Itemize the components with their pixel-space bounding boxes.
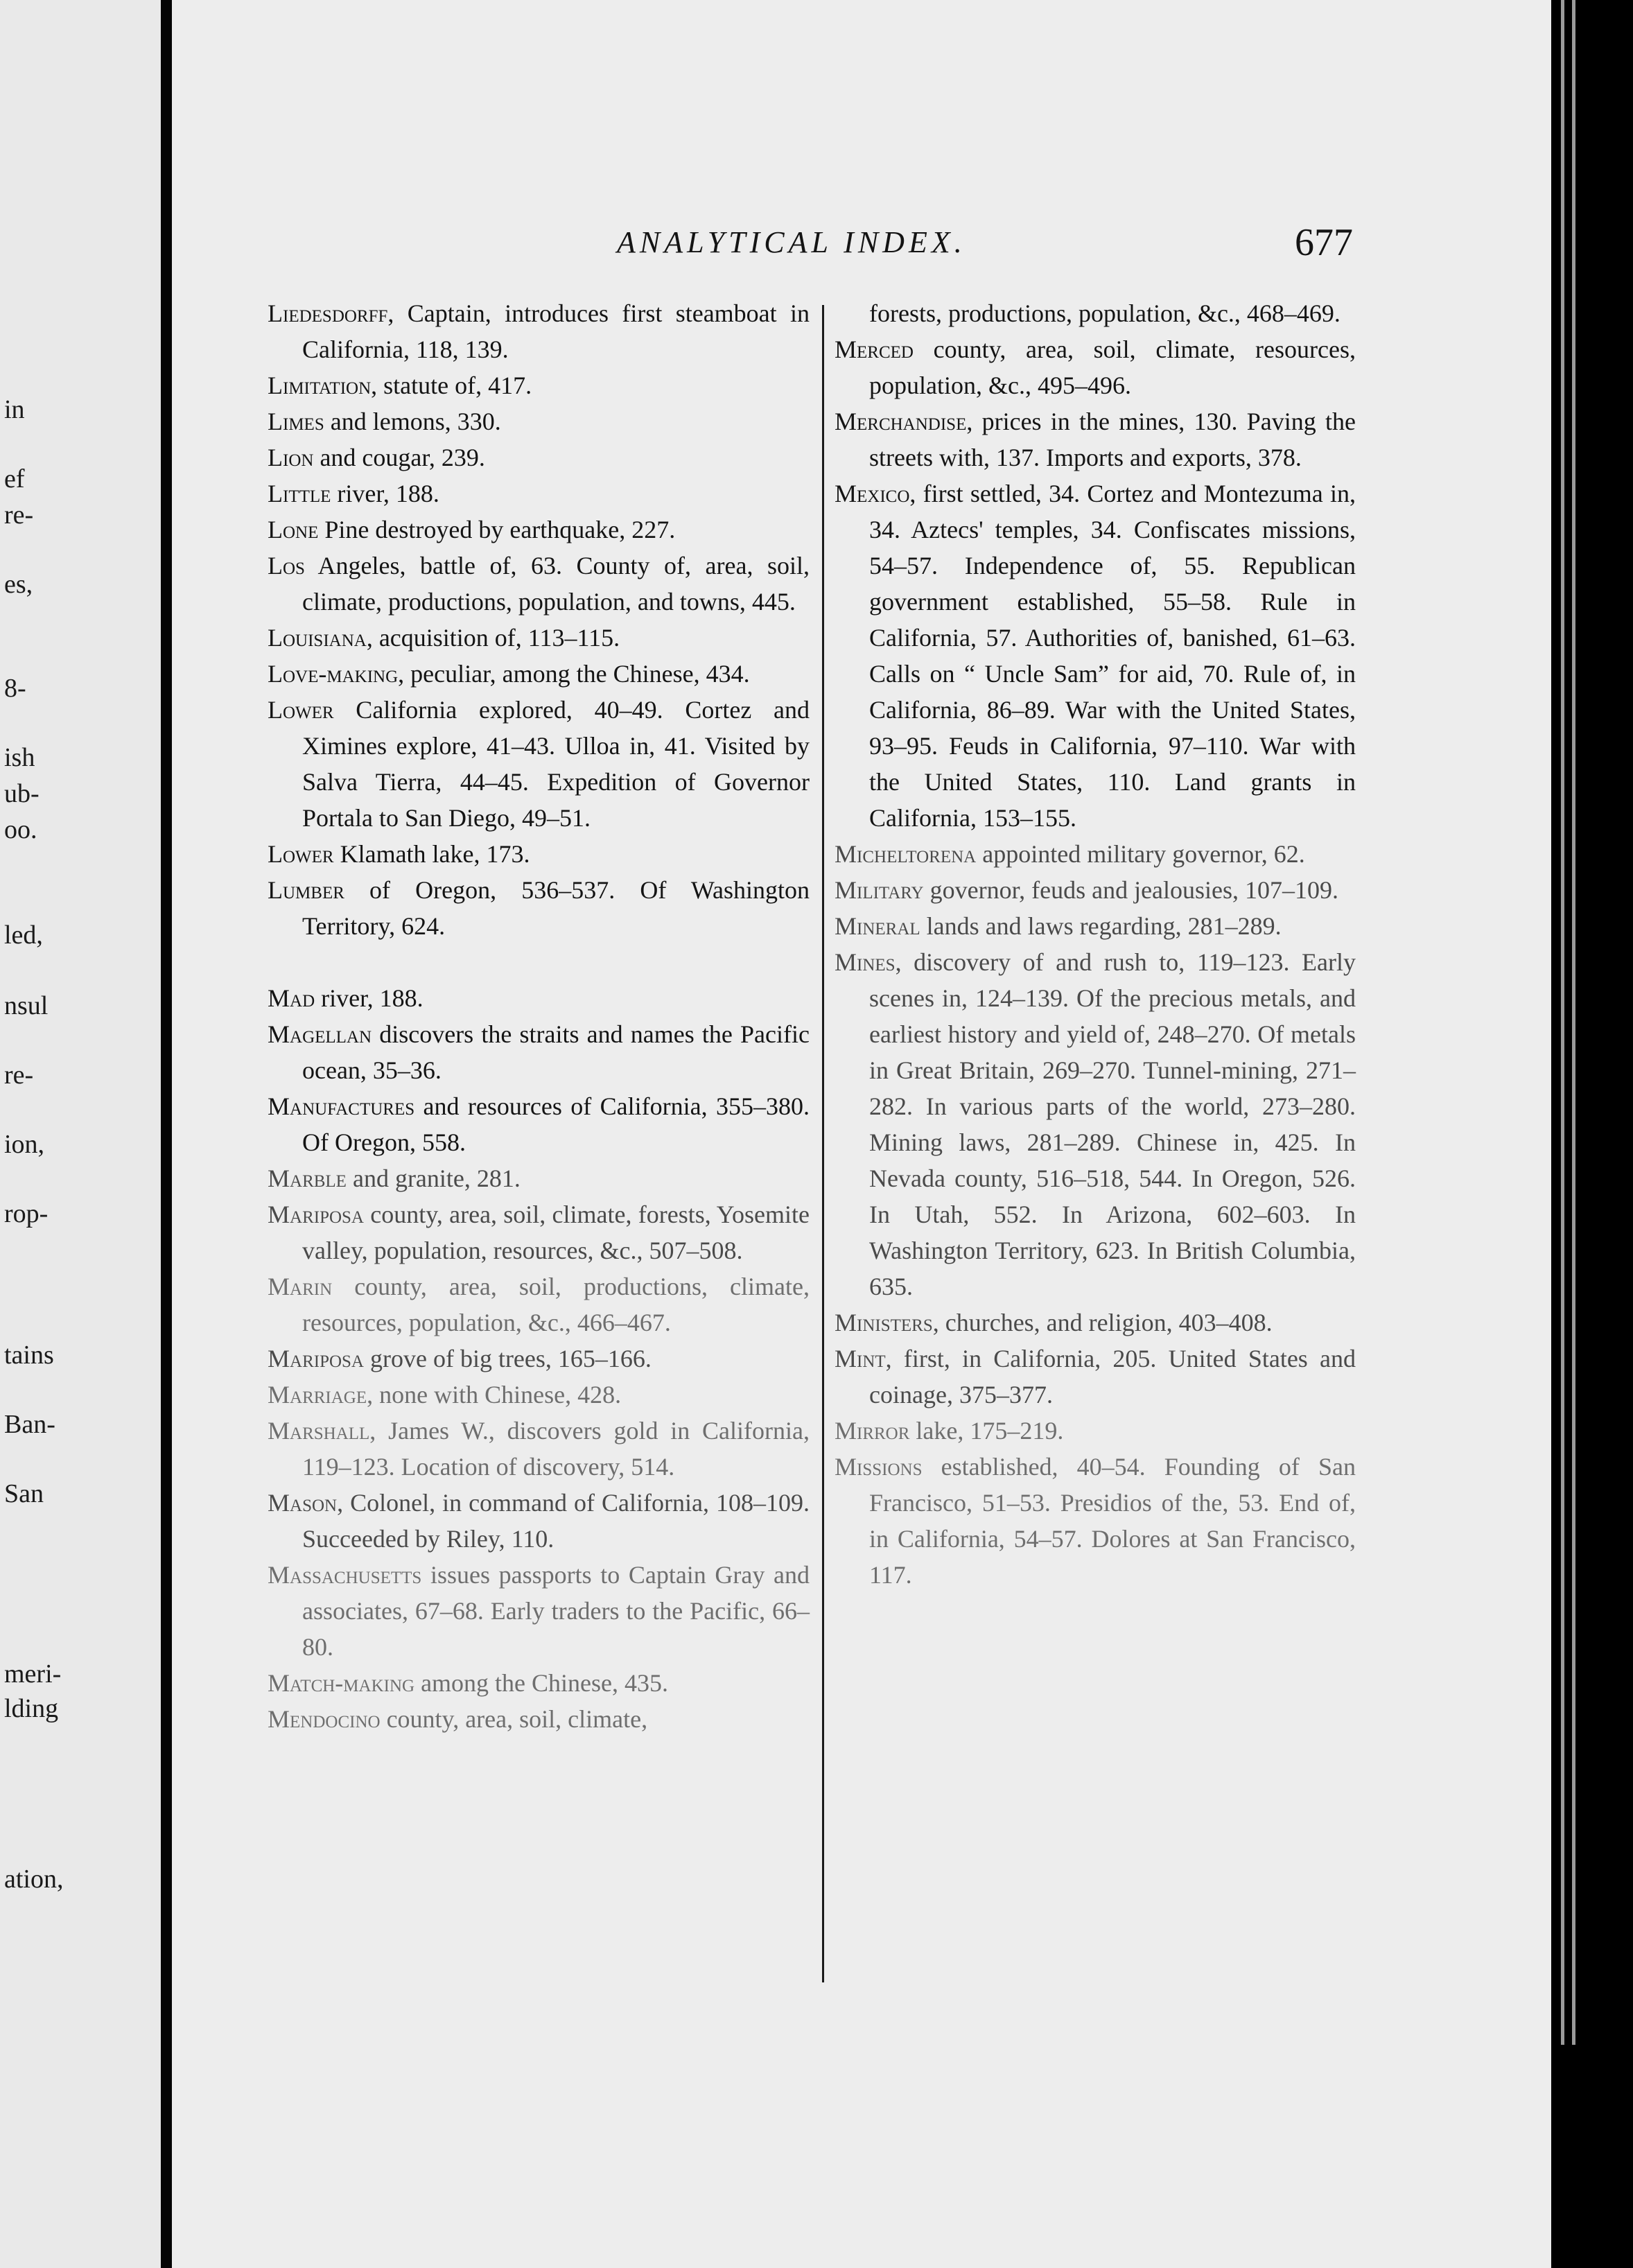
facing-page-fragment: nsul [4, 991, 49, 1020]
index-column-right [835, 295, 1356, 1593]
entry-headword: Limitation [268, 372, 372, 399]
entry-text: and lemons, 330. [324, 408, 501, 435]
index-entry [268, 403, 810, 439]
entry-headword: Mint [835, 1345, 886, 1372]
entry-headword: Micheltorena [835, 840, 977, 868]
entry-text: , Captain, introduces first steamboat in California, 118, 139. [302, 299, 810, 363]
index-entry [835, 908, 1356, 944]
entry-text: county, area, soil, climate, resources, population, &c., 495–496. [869, 335, 1356, 399]
entry-text: appointed military governor, 62. [976, 840, 1305, 868]
index-entry [268, 1160, 810, 1196]
index-entry [268, 836, 810, 872]
entry-text: , churches, and religion, 403–408. [932, 1309, 1273, 1336]
entry-headword: Manufactures [268, 1092, 415, 1120]
entry-text: forests, productions, population, &c., 468–469. [869, 299, 1341, 327]
entry-text: , none with Chinese, 428. [367, 1381, 622, 1408]
index-column-left [268, 295, 810, 1737]
running-head [444, 220, 1365, 276]
facing-page-fragment: lding [4, 1694, 59, 1723]
entry-text: , first settled, 34. Cortez and Montezuma in, 34. Aztecs' temples, 34. Confiscates missions, 54–57. Independence of, 55. Republican government established, 55–58. Rule in California, 57. Authorities of, banished, 61–63. Calls on “ Uncle Sam” for aid, 70. Rule of, in California, 86–89. War with the United States, 93–95. Feuds in California, 97–110. War with the United States, 110. Land grants in California, 153–155. [869, 480, 1356, 832]
entry-text: governor, feuds and jealousies, 107–109. [923, 876, 1339, 904]
entry-headword: Mendocino [268, 1705, 381, 1733]
facing-page-fragment: ation, [4, 1865, 64, 1894]
index-entry [268, 1377, 810, 1413]
entry-text: , discovery of and rush to, 119–123. Early scenes in, 124–139. Of the precious metals, and earliest history and yield of, 248–270. Of metals in Great Britain, 269–270. Tunnel-mining, 271–282. In various parts of the world, 273–280. Mining laws, 281–289. Chinese in, 425. In Nevada county, 516–518, 544. In Oregon, 526. In Utah, 552. In Arizona, 602–603. In Washington Territory, 623. In British Columbia, 635. [869, 948, 1356, 1300]
index-entry [268, 1196, 810, 1268]
entry-headword: Liedesdorff [268, 299, 388, 327]
entry-headword: Missions [835, 1453, 923, 1481]
entry-text: , acquisition of, 113–115. [366, 624, 620, 652]
index-entry-continuation [835, 295, 1356, 331]
index-entry [268, 295, 810, 367]
entry-headword: Little [268, 480, 331, 507]
facing-page-fragment: ion, [4, 1130, 45, 1159]
entry-text: , first, in California, 205. United States and coinage, 375–377. [869, 1345, 1356, 1408]
column-rule [822, 305, 824, 1982]
facing-page-fragment: Ban- [4, 1410, 55, 1439]
entry-text: and cougar, 239. [313, 444, 485, 471]
index-entry [268, 476, 810, 512]
entry-text: discovers the straits and names the Pacific ocean, 35–36. [302, 1020, 810, 1084]
index-entry [268, 1701, 810, 1737]
entry-headword: Mexico [835, 480, 910, 507]
index-entry [268, 1665, 810, 1701]
entry-text: county, area, soil, climate, [380, 1705, 648, 1733]
entry-text: Klamath lake, 173. [333, 840, 530, 868]
index-entry [268, 548, 810, 620]
entry-text: river, 188. [315, 984, 423, 1012]
index-entry [835, 1449, 1356, 1593]
entry-text: issues passports to Captain Gray and associates, 67–68. Early traders to the Pacific, 66–80. [302, 1561, 810, 1661]
entry-headword: Mariposa [268, 1345, 364, 1372]
index-entry [268, 512, 810, 548]
index-entry [835, 1413, 1356, 1449]
entry-headword: Los [268, 552, 305, 579]
index-entry [268, 1016, 810, 1088]
letter-section-gap [268, 944, 810, 980]
facing-page-edge [0, 0, 161, 2268]
entry-headword: Lion [268, 444, 314, 471]
facing-page-fragment: oo. [4, 815, 37, 844]
entry-text: and granite, 281. [346, 1164, 521, 1192]
facing-page-fragment: meri- [4, 1659, 62, 1689]
index-entry [268, 872, 810, 944]
entry-text: county, area, soil, climate, forests, Yosemite valley, population, resources, &c., 507–508. [302, 1201, 810, 1264]
index-entry [268, 980, 810, 1016]
index-entry [268, 1557, 810, 1665]
index-entry [268, 1341, 810, 1377]
entry-headword: Love-making [268, 660, 399, 688]
index-entry [835, 403, 1356, 476]
entry-text: of Oregon, 536–537. Of Washington Territory, 624. [302, 876, 810, 940]
entry-headword: Mineral [835, 912, 920, 940]
entry-headword: Merced [835, 335, 914, 363]
index-entry [835, 872, 1356, 908]
facing-page-fragment: ish [4, 743, 35, 772]
entry-headword: Match-making [268, 1669, 415, 1697]
facing-page-fragment: San [4, 1479, 44, 1508]
entry-text: , prices in the mines, 130. Paving the streets with, 137. Imports and exports, 378. [869, 408, 1356, 471]
entry-text: grove of big trees, 165–166. [363, 1345, 652, 1372]
entry-text: established, 40–54. Founding of San Francisco, 51–53. Presidios of the, 53. End of, in California, 54–57. Dolores at San Francisco, 117. [869, 1453, 1356, 1589]
index-entry [268, 656, 810, 692]
entry-headword: Magellan [268, 1020, 372, 1048]
page-edge [1551, 0, 1633, 2268]
index-entry [835, 476, 1356, 836]
index-entry [268, 692, 810, 836]
index-entry [268, 439, 810, 476]
entry-headword: Louisiana [268, 624, 367, 652]
index-entry [268, 1413, 810, 1485]
entry-text: , peculiar, among the Chinese, 434. [398, 660, 750, 688]
entry-text: among the Chinese, 435. [414, 1669, 669, 1697]
facing-page-fragment: 8- [4, 674, 26, 703]
entry-text: county, area, soil, productions, climate, resources, population, &c., 466–467. [302, 1273, 810, 1336]
entry-headword: Marin [268, 1273, 333, 1300]
facing-page-fragment: ef [4, 464, 25, 494]
entry-text: and resources of California, 355–380. Of Oregon, 558. [302, 1092, 810, 1156]
index-entry [835, 1341, 1356, 1413]
index-entry [268, 620, 810, 656]
index-entry [835, 836, 1356, 872]
entry-headword: Merchandise [835, 408, 967, 435]
facing-page-fragment: ub- [4, 779, 40, 808]
entry-text: , Colonel, in command of California, 108–109. Succeeded by Riley, 110. [302, 1489, 810, 1553]
entry-text: California explored, 40–49. Cortez and Ximines explore, 41–43. Ulloa in, 41. Visited by Salva Tierra, 44–45. Expedition of Governor Portala to San Diego, 49–51. [302, 696, 810, 832]
entry-headword: Marriage [268, 1381, 367, 1408]
entry-headword: Lone [268, 516, 319, 543]
facing-page-fragment: re- [4, 1061, 34, 1090]
index-entry [268, 1088, 810, 1160]
running-title: ANALYTICAL INDEX. [617, 225, 966, 259]
entry-headword: Ministers [835, 1309, 933, 1336]
entry-text: lands and laws regarding, 281–289. [920, 912, 1282, 940]
entry-headword: Lower [268, 840, 334, 868]
entry-headword: Mad [268, 984, 315, 1012]
facing-page-fragment: rop- [4, 1199, 49, 1228]
page-edge-line [1572, 0, 1575, 2045]
facing-page-fragment: re- [4, 500, 34, 530]
page-number: 677 [1295, 221, 1353, 264]
entry-text: Angeles, battle of, 63. County of, area, soil, climate, productions, population, and towns, 445. [302, 552, 810, 616]
entry-text: river, 188. [331, 480, 439, 507]
book-gutter [161, 0, 172, 2268]
entry-headword: Massachusetts [268, 1561, 422, 1589]
facing-page-fragment: in [4, 395, 25, 424]
index-entry [835, 331, 1356, 403]
entry-headword: Marshall [268, 1417, 370, 1445]
entry-text: , James W., discovers gold in California, 119–123. Location of discovery, 514. [302, 1417, 810, 1481]
facing-page-fragment: es, [4, 570, 33, 599]
index-entry [268, 367, 810, 403]
entry-headword: Lumber [268, 876, 344, 904]
entry-headword: Mines [835, 948, 896, 976]
page-edge-line [1561, 0, 1564, 2045]
index-entry [268, 1268, 810, 1341]
entry-headword: Marble [268, 1164, 347, 1192]
entry-text: Pine destroyed by earthquake, 227. [318, 516, 676, 543]
facing-page-fragment: led, [4, 921, 43, 950]
facing-page-fragment: tains [4, 1341, 54, 1370]
entry-headword: Military [835, 876, 924, 904]
index-entry [268, 1485, 810, 1557]
entry-headword: Limes [268, 408, 324, 435]
entry-headword: Mariposa [268, 1201, 364, 1228]
entry-text: lake, 175–219. [909, 1417, 1064, 1445]
entry-headword: Mason [268, 1489, 338, 1517]
index-entry [835, 944, 1356, 1305]
entry-text: , statute of, 417. [371, 372, 532, 399]
index-entry [835, 1305, 1356, 1341]
entry-headword: Lower [268, 696, 334, 724]
entry-headword: Mirror [835, 1417, 910, 1445]
